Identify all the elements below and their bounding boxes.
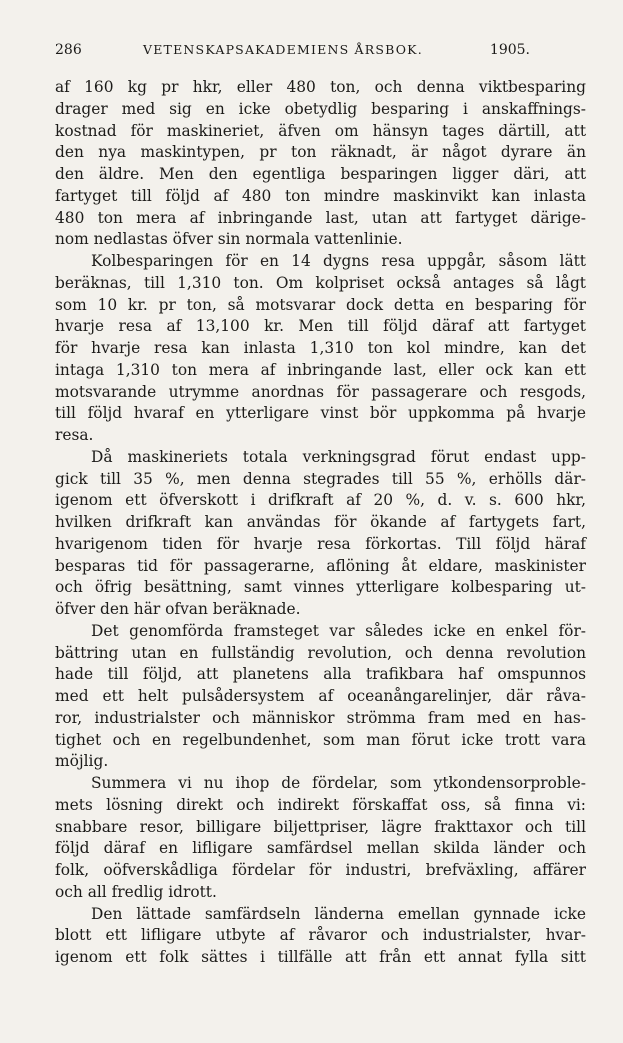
text-line: Det genomförda framsteget var således icke en enkel för- (91, 621, 586, 640)
text-line: 480 ton mera af inbringande last, utan att fartyget därige- (55, 208, 586, 227)
text-line: för hvarje resa kan inlasta 1,310 ton kol mindre, kan det (55, 339, 586, 357)
text-line: hvilken drifkraft kan användas för ökande af fartygets fart, (55, 513, 586, 531)
text-line: resa. (55, 426, 94, 444)
text-line: möjlig. (55, 752, 109, 771)
text-line: fartyget till följd af 480 ton mindre maskinvikt kan inlasta (55, 186, 586, 205)
text-line: snabbare resor, billigare biljettpriser, lägre frakttaxor och till (55, 817, 586, 836)
text-line: Den lättade samfärdseln länderna emellan gynnade icke (91, 904, 586, 923)
running-title: VETENSKAPSAKADEMIENS ÅRSBOK. (143, 42, 423, 57)
text-line: hvarje resa af 13,100 kr. Men till följd däraf att fartyget (55, 317, 586, 336)
text-line: af 160 kg pr hkr, eller 480 ton, och denna viktbesparing (55, 78, 586, 96)
running-header (55, 42, 586, 62)
text-line: intaga 1,310 ton mera af inbringande last, eller ock kan ett (55, 360, 586, 379)
text-line: tighet och en regelbundenhet, som man förut icke trott vara (55, 730, 586, 749)
text-line: Summera vi nu ihop de fördelar, som ytkondensorproble- (91, 774, 586, 792)
text-line: hade till följd, att planetens alla trafikbara haf omspunnos (55, 665, 586, 684)
text-line: nom nedlastas öfver sin normala vattenlinie. (55, 230, 403, 249)
text-line: den äldre. Men den egentliga besparingen ligger däri, att (55, 165, 586, 183)
text-line: följd däraf en lifligare samfärdsel mellan skilda länder och (55, 839, 586, 858)
text-line: motsvarande utrymme anordnas för passagerare och resgods, (55, 382, 586, 401)
text-line: öfver den här ofvan beräknade. (55, 600, 301, 618)
text-line: kostnad för maskineriet, äfven om hänsyn tages därtill, att (55, 121, 586, 140)
text-line: som 10 kr. pr ton, så motsvarar dock detta en besparing för (55, 295, 586, 314)
text-line: och all fredlig idrott. (55, 882, 217, 901)
body-text (55, 77, 586, 969)
text-line: till följd hvaraf en ytterligare vinst bör uppkomma på hvarje (55, 404, 586, 423)
text-line: hvarigenom tiden för hvarje resa förkortas. Till följd häraf (55, 534, 586, 553)
text-line: drager med sig en icke obetydlig besparing i anskaffnings- (55, 99, 586, 118)
text-line: mets lösning direkt och indirekt förskaffat oss, så finna vi: (55, 795, 586, 814)
page-number: 286 (55, 42, 82, 58)
text-line: igenom ett öfverskott i drifkraft af 20 %, d. v. s. 600 hkr, (55, 491, 586, 510)
text-line: Kolbesparingen för en 14 dygns resa uppgår, såsom lätt (91, 252, 586, 270)
text-line: gick till 35 %, men denna stegrades till 55 %, erhölls där- (55, 469, 586, 488)
text-line: Då maskineriets totala verkningsgrad förut endast upp- (91, 447, 586, 466)
text-line: bättring utan en fullständig revolution, och denna revolution (55, 643, 586, 662)
text-line: den nya maskintypen, pr ton räknadt, är något dyrare än (55, 143, 586, 162)
text-line: folk, oöfverskådliga fördelar för industri, brefväxling, affärer (55, 861, 586, 879)
text-line: beräknas, till 1,310 ton. Om kolpriset också antages så lågt (55, 273, 586, 292)
text-line: blott ett lifligare utbyte af råvaror och industrialster, hvar- (55, 926, 586, 945)
text-line: besparas tid för passagerarne, aflöning åt eldare, maskinister (55, 556, 586, 575)
text-line: med ett helt pulsådersystem af oceanångarelinjer, där råva- (55, 687, 586, 705)
header-year: 1905. (489, 42, 530, 58)
text-line: och öfrig besättning, samt vinnes ytterligare kolbesparing ut- (55, 578, 586, 597)
text-line: igenom ett folk sättes i tillfälle att från ett annat fylla sitt (55, 948, 586, 966)
text-line: ror, industrialster och människor strömma fram med en has- (55, 708, 586, 727)
